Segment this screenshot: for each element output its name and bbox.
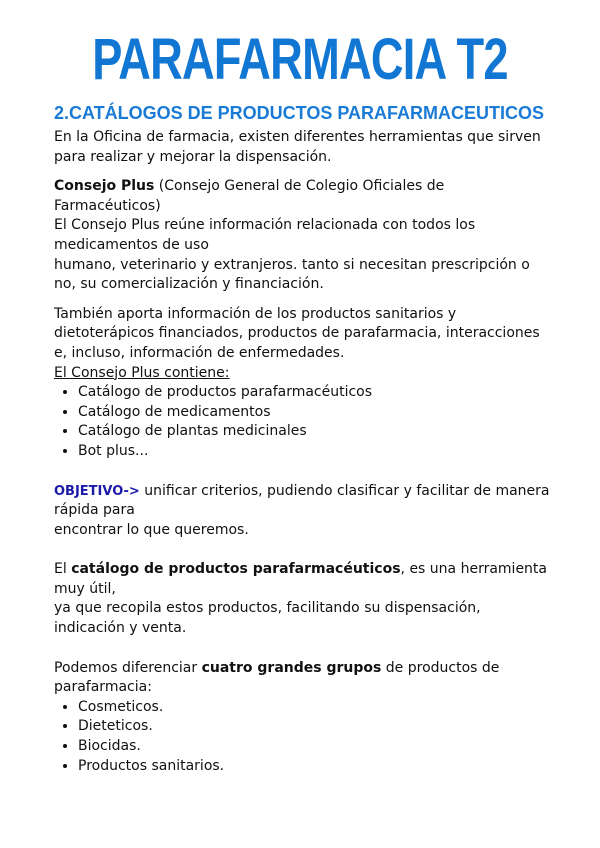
- consejo-plus-full-name: (Consejo General de Colegio Oficiales de Farmacéuticos): [54, 178, 445, 214]
- list-item: • Catálogo de plantas medicinales: [78, 422, 554, 442]
- section-heading: 2.CATÁLOGOS DE PRODUCTOS PARAFARMACEUTICOS: [54, 103, 545, 123]
- catalogo-line-2: ya que recopila estos productos, facilitando su dispensación, indicación y venta.: [54, 600, 481, 637]
- tambien-paragraph: También aporta información de los productos sanitarios y dietoterápicos financiados, productos de parafarmacia, interacciones e, incluso, información de enfermedades.: [54, 305, 540, 361]
- objetivo-text-1: unificar criterios, pudiendo clasificar y facilitar de manera rápida para: [54, 482, 550, 519]
- list-item: • Biocidas.: [78, 737, 554, 757]
- document-body: [54, 102, 554, 776]
- contiene-label: El Consejo Plus contiene:: [54, 364, 230, 381]
- catalogo-suffix: , es una herramienta muy útil,: [54, 561, 547, 597]
- grupos-suffix: de productos de parafarmacia:: [54, 659, 500, 696]
- consejo-plus-line-1: El Consejo Plus reúne información relacionada con todos los medicamentos de uso: [54, 217, 476, 253]
- objetivo-text-2: encontrar lo que queremos.: [54, 521, 249, 538]
- catalogo-bold: catálogo de productos parafarmacéuticos: [71, 561, 401, 578]
- consejo-plus-heading: [54, 177, 554, 216]
- catalogo-prefix: El: [54, 561, 72, 578]
- list-item: • Cosmeticos.: [78, 698, 554, 718]
- grupos-bold: cuatro grandes grupos: [201, 659, 382, 676]
- list-item: • Catálogo de medicamentos: [78, 403, 554, 423]
- consejo-plus-line-2: humano, veterinario y extranjeros. tanto si necesitan prescripción o no, su comercialización y financiación.: [54, 256, 530, 293]
- objetivo-label: OBJETIVO->: [54, 483, 140, 499]
- grupos-list: [54, 698, 554, 776]
- list-item: • Catálogo de productos parafarmacéuticos: [78, 383, 554, 403]
- grupos-paragraph: [54, 659, 554, 698]
- contiene-list: [54, 383, 554, 461]
- intro-paragraph: En la Oficina de farmacia, existen diferentes herramientas que sirven para realizar y mejorar la dispensación.: [54, 129, 541, 165]
- list-item: • Productos sanitarios.: [78, 757, 554, 777]
- grupos-prefix: Podemos diferenciar: [54, 659, 202, 676]
- consejo-plus-name: Consejo Plus: [54, 178, 155, 195]
- catalogo-paragraph: [54, 560, 554, 599]
- page-title: PARAFARMACIA T2: [92, 27, 508, 92]
- list-item: • Dieteticos.: [78, 717, 554, 737]
- list-item: • Bot plus...: [78, 442, 554, 462]
- objetivo-paragraph: [54, 482, 554, 521]
